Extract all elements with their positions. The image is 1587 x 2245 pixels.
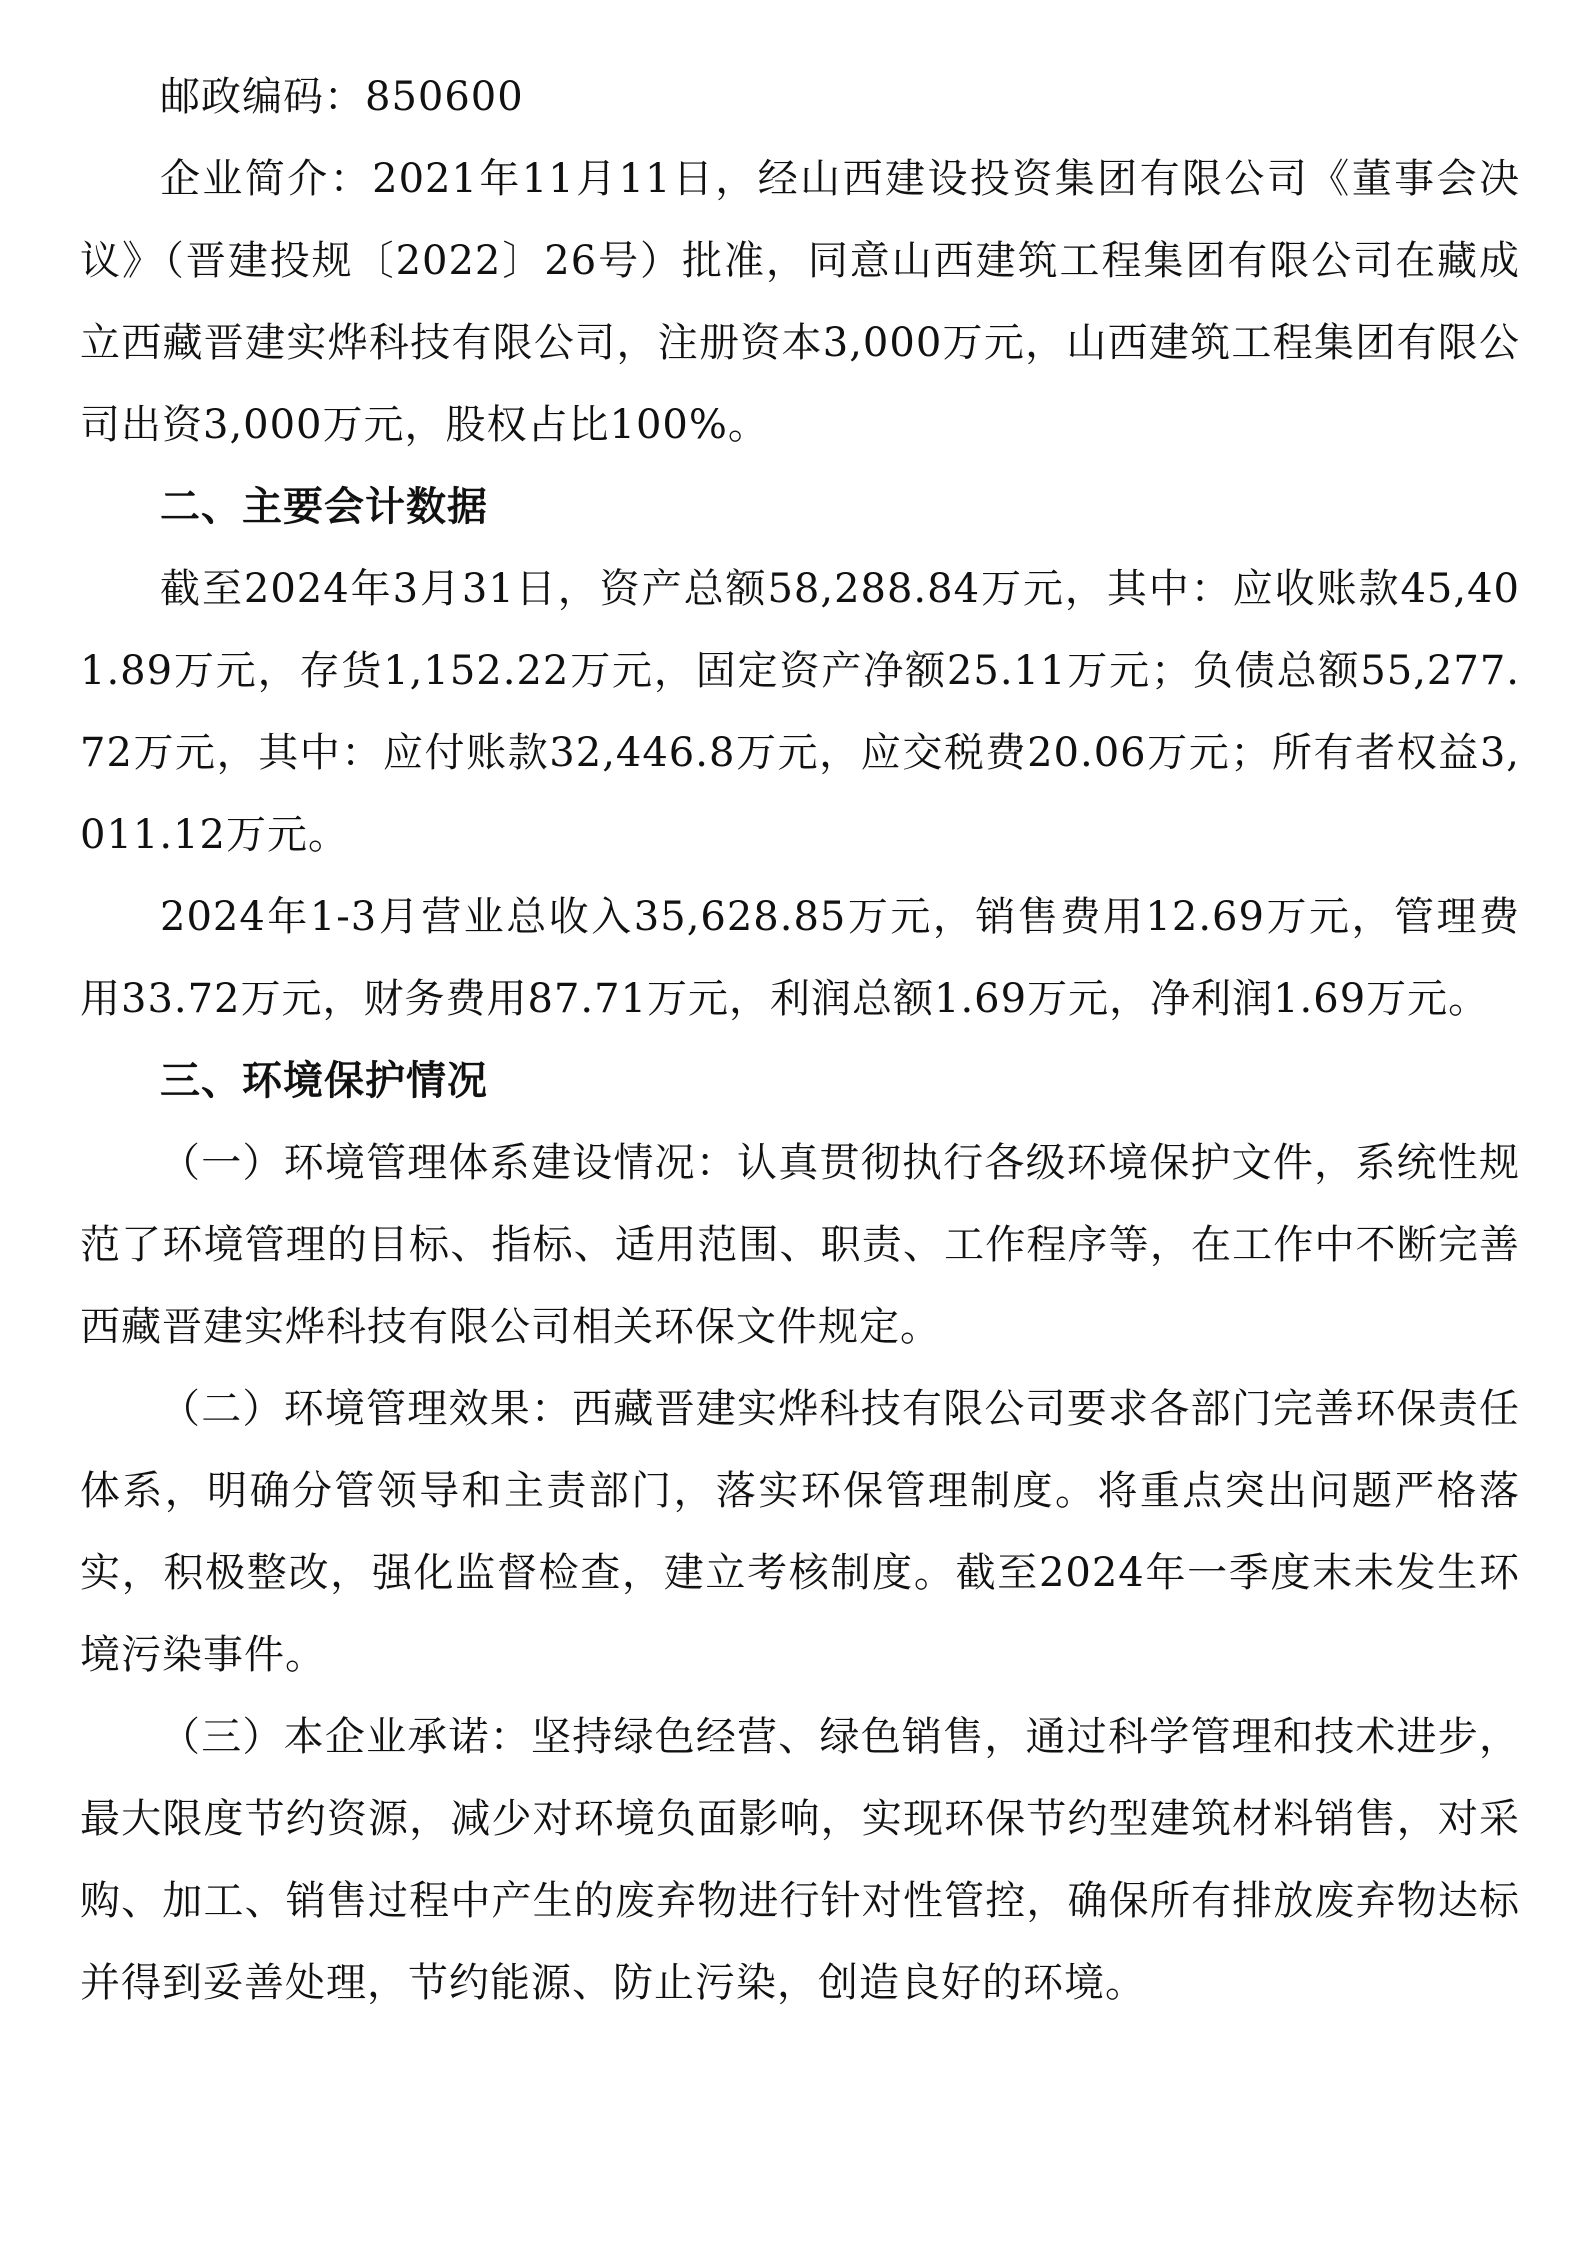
document-page	[80, 56, 1520, 2024]
accounting-balance-paragraph: 截至2024年3月31日，资产总额58,288.84万元，其中：应收账款45,401.89万元，存货1,152.22万元，固定资产净额25.11万元；负债总额55,277.72万元，其中：应付账款32,446.8万元，应交税费20.06万元；所有者权益3,011.12万元。	[80, 566, 1520, 858]
env-effect-paragraph: （二）环境管理效果：西藏晋建实烨科技有限公司要求各部门完善环保责任体系，明确分管领导和主责部门，落实环保管理制度。将重点突出问题严格落实，积极整改，强化监督检查，建立考核制度。截至2024年一季度末未发生环境污染事件。	[80, 1386, 1520, 1678]
env-system-paragraph: （一）环境管理体系建设情况：认真贯彻执行各级环境保护文件，系统性规范了环境管理的目标、指标、适用范围、职责、工作程序等，在工作中不断完善西藏晋建实烨科技有限公司相关环保文件规定。	[80, 1140, 1520, 1350]
company-intro-paragraph: 企业简介：2021年11月11日，经山西建设投资集团有限公司《董事会决议》（晋建投规〔2022〕26号）批准，同意山西建筑工程集团有限公司在藏成立西藏晋建实烨科技有限公司，注册资本3,000万元，山西建筑工程集团有限公司出资3,000万元，股权占比100%。	[80, 156, 1520, 448]
accounting-income-paragraph: 2024年1-3月营业总收入35,628.85万元，销售费用12.69万元，管理费用33.72万元，财务费用87.71万元，利润总额1.69万元，净利润1.69万元。	[80, 894, 1520, 1022]
section-2-heading: 二、主要会计数据	[160, 484, 488, 530]
section-3-heading: 三、环境保护情况	[160, 1058, 488, 1104]
postal-code-line: 邮政编码：850600	[160, 74, 524, 120]
env-commitment-paragraph: （三）本企业承诺：坚持绿色经营、绿色销售，通过科学管理和技术进步，最大限度节约资源，减少对环境负面影响，实现环保节约型建筑材料销售，对采购、加工、销售过程中产生的废弃物进行针对性管控，确保所有排放废弃物达标并得到妥善处理，节约能源、防止污染，创造良好的环境。	[80, 1714, 1520, 2006]
